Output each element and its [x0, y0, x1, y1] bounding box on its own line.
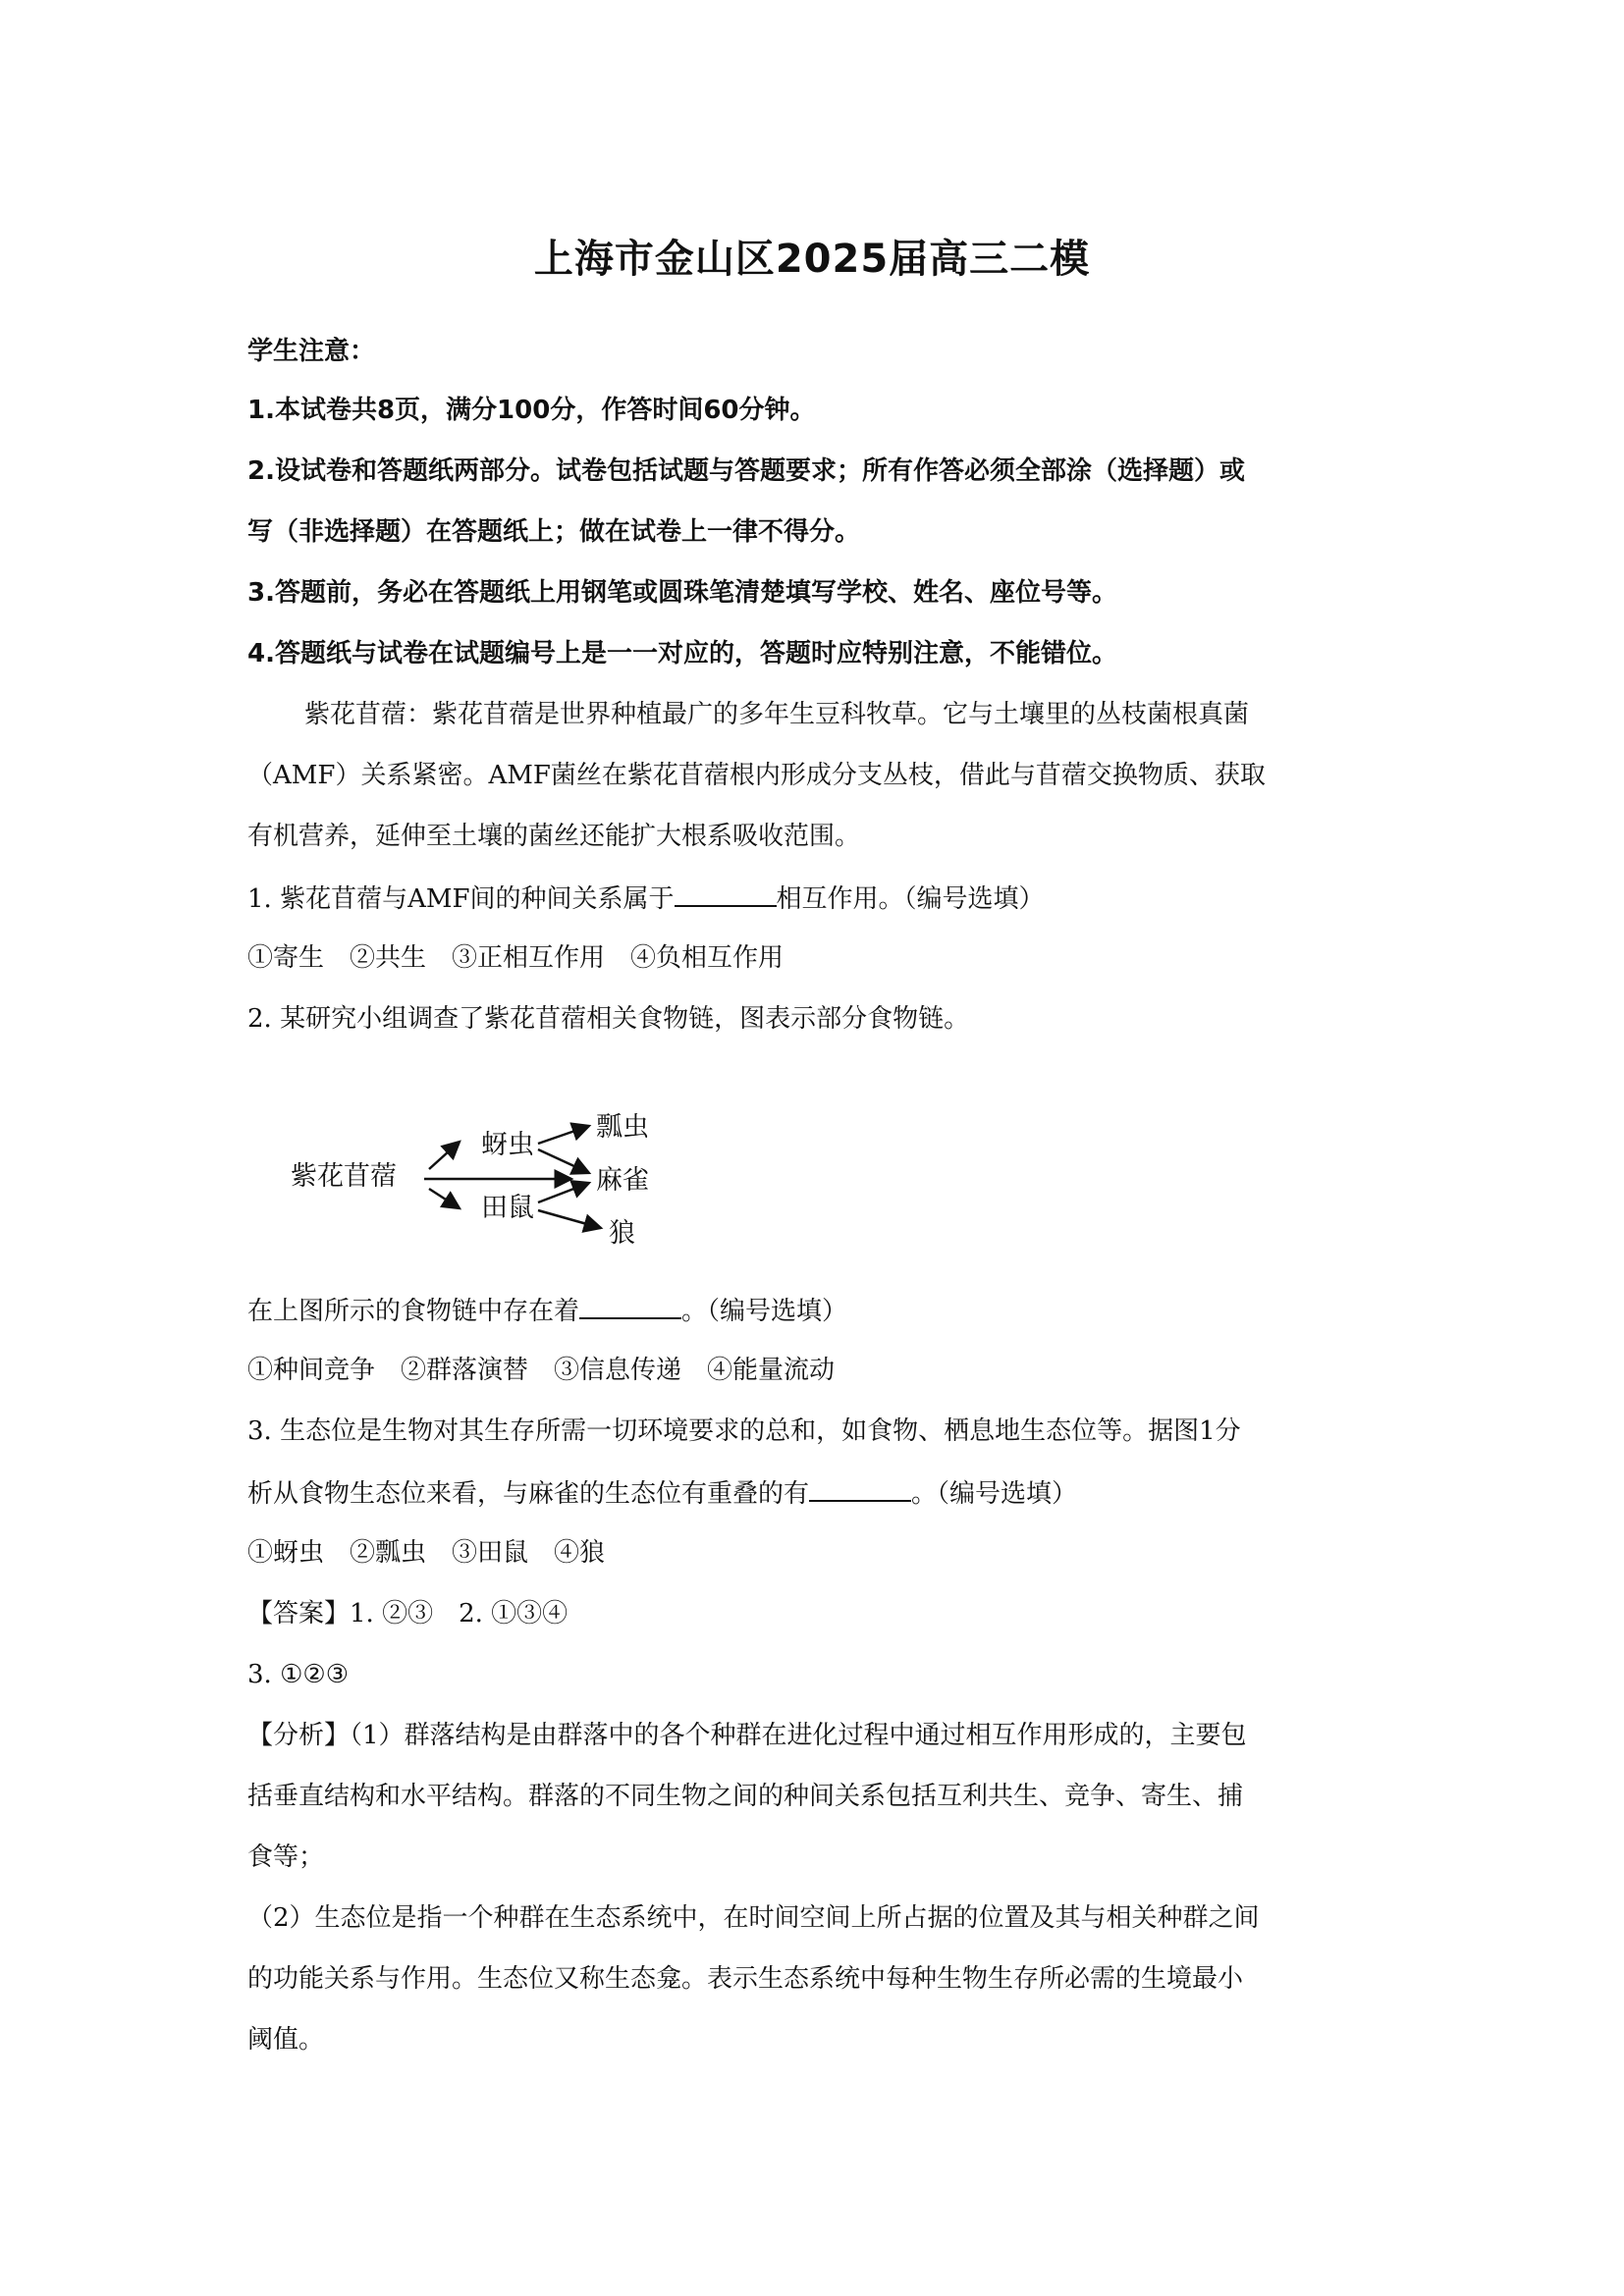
ladybug-label: 瓢虫 — [596, 1112, 649, 1143]
food-chain-diagram — [277, 1095, 670, 1252]
question-2-options — [247, 1351, 1386, 1390]
analysis-line: 括垂直结构和水平结构。群落的不同生物之间的种间关系包括互利共生、竞争、寄生、捕 — [247, 1782, 1244, 1811]
option: ②群落演替 — [401, 1356, 529, 1385]
aphid-label: 蚜虫 — [481, 1130, 534, 1160]
option: ②瓢虫 — [350, 1538, 427, 1568]
option: ③信息传递 — [554, 1356, 682, 1385]
question-3-line: 3. 生态位是生物对其生存所需一切环境要求的总和，如食物、栖息地生态位等。据图1分 — [247, 1416, 1241, 1446]
analysis-line: 【分析】（1）群落结构是由群落中的各个种群在进化过程中通过相互作用形成的，主要包 — [247, 1721, 1247, 1750]
analysis-line: 食等； — [247, 1842, 325, 1872]
answer-blank — [809, 1472, 911, 1502]
option: ①寄生 — [247, 943, 325, 973]
notice-heading: 学生注意： — [247, 337, 376, 366]
question-3-options — [247, 1533, 1386, 1573]
option: ②共生 — [350, 943, 427, 973]
answer-blank — [675, 878, 777, 907]
passage-line: 紫花苜蓿：紫花苜蓿是世界种植最广的多年生豆科牧草。它与土壤里的丛枝菌根真菌 — [304, 700, 1250, 729]
question-2 — [247, 1290, 1386, 1331]
notice-item: 3.答题前，务必在答题纸上用钢笔或圆珠笔清楚填写学校、姓名、座位号等。 — [247, 578, 1117, 608]
arrow-alfalfa-vole — [429, 1189, 460, 1208]
question-3-suffix: 。（编号选填） — [911, 1479, 1078, 1509]
page-title: 上海市金山区2025届高三二模 — [533, 237, 1091, 282]
option: ③田鼠 — [452, 1538, 529, 1568]
option: ①蚜虫 — [247, 1538, 325, 1568]
arrow-vole-sparrow — [538, 1183, 589, 1202]
answer-line: 3. ①②③ — [247, 1660, 349, 1689]
question-2-intro: 2. 某研究小组调查了紫花苜蓿相关食物链，图表示部分食物链。 — [247, 1004, 970, 1034]
wolf-label: 狼 — [609, 1218, 635, 1249]
arrow-vole-wolf — [538, 1210, 601, 1228]
passage-line: （AMF）关系紧密。AMF菌丝在紫花苜蓿根内形成分支丛枝，借此与苜蓿交换物质、获取 — [247, 761, 1266, 790]
producer-label: 紫花苜蓿 — [291, 1161, 397, 1192]
sparrow-label: 麻雀 — [596, 1165, 649, 1196]
analysis-line: 的功能关系与作用。生态位又称生态龛。表示生态系统中每种生物生存所必需的生境最小 — [247, 1964, 1244, 1994]
notice-item: 2.设试卷和答题纸两部分。试卷包括试题与答题要求；所有作答必须全部涂（选择题）或 — [247, 456, 1245, 486]
arrow-aphid-sparrow — [538, 1149, 589, 1173]
question-1-suffix: 相互作用。（编号选填） — [776, 884, 1045, 914]
option: ①种间竞争 — [247, 1356, 376, 1385]
option: ④狼 — [554, 1538, 606, 1568]
question-1-text: 1. 紫花苜蓿与AMF间的种间关系属于 — [247, 884, 675, 914]
question-2-suffix: 。（编号选填） — [681, 1297, 848, 1326]
vole-label: 田鼠 — [481, 1193, 534, 1223]
notice-item: 1.本试卷共8页，满分100分，作答时间60分钟。 — [247, 396, 816, 425]
notice-item: 4.答题纸与试卷在试题编号上是一一对应的，答题时应特别注意，不能错位。 — [247, 639, 1117, 668]
notice-item: 写（非选择题）在答题纸上；做在试卷上一律不得分。 — [247, 517, 861, 547]
option: ③正相互作用 — [452, 943, 606, 973]
question-3-text: 析从食物生态位来看，与麻雀的生态位有重叠的有 — [247, 1479, 810, 1509]
question-2-text: 在上图所示的食物链中存在着 — [247, 1297, 580, 1326]
analysis-line: （2）生态位是指一个种群在生态系统中，在时间空间上所占据的位置及其与相关种群之间 — [247, 1903, 1260, 1933]
question-3 — [247, 1472, 1386, 1514]
arrow-alfalfa-aphid — [429, 1142, 460, 1169]
option: ④能量流动 — [707, 1356, 836, 1385]
option: ④负相互作用 — [630, 943, 785, 973]
arrow-aphid-ladybug — [538, 1126, 589, 1144]
analysis-line: 阈值。 — [247, 2025, 325, 2055]
question-1-options — [247, 938, 1386, 978]
answer-line: 【答案】1. ②③ 2. ①③④ — [247, 1599, 568, 1629]
answer-blank — [579, 1290, 681, 1319]
passage-line: 有机营养，延伸至土壤的菌丝还能扩大根系吸收范围。 — [247, 822, 861, 851]
question-1 — [247, 878, 1386, 919]
